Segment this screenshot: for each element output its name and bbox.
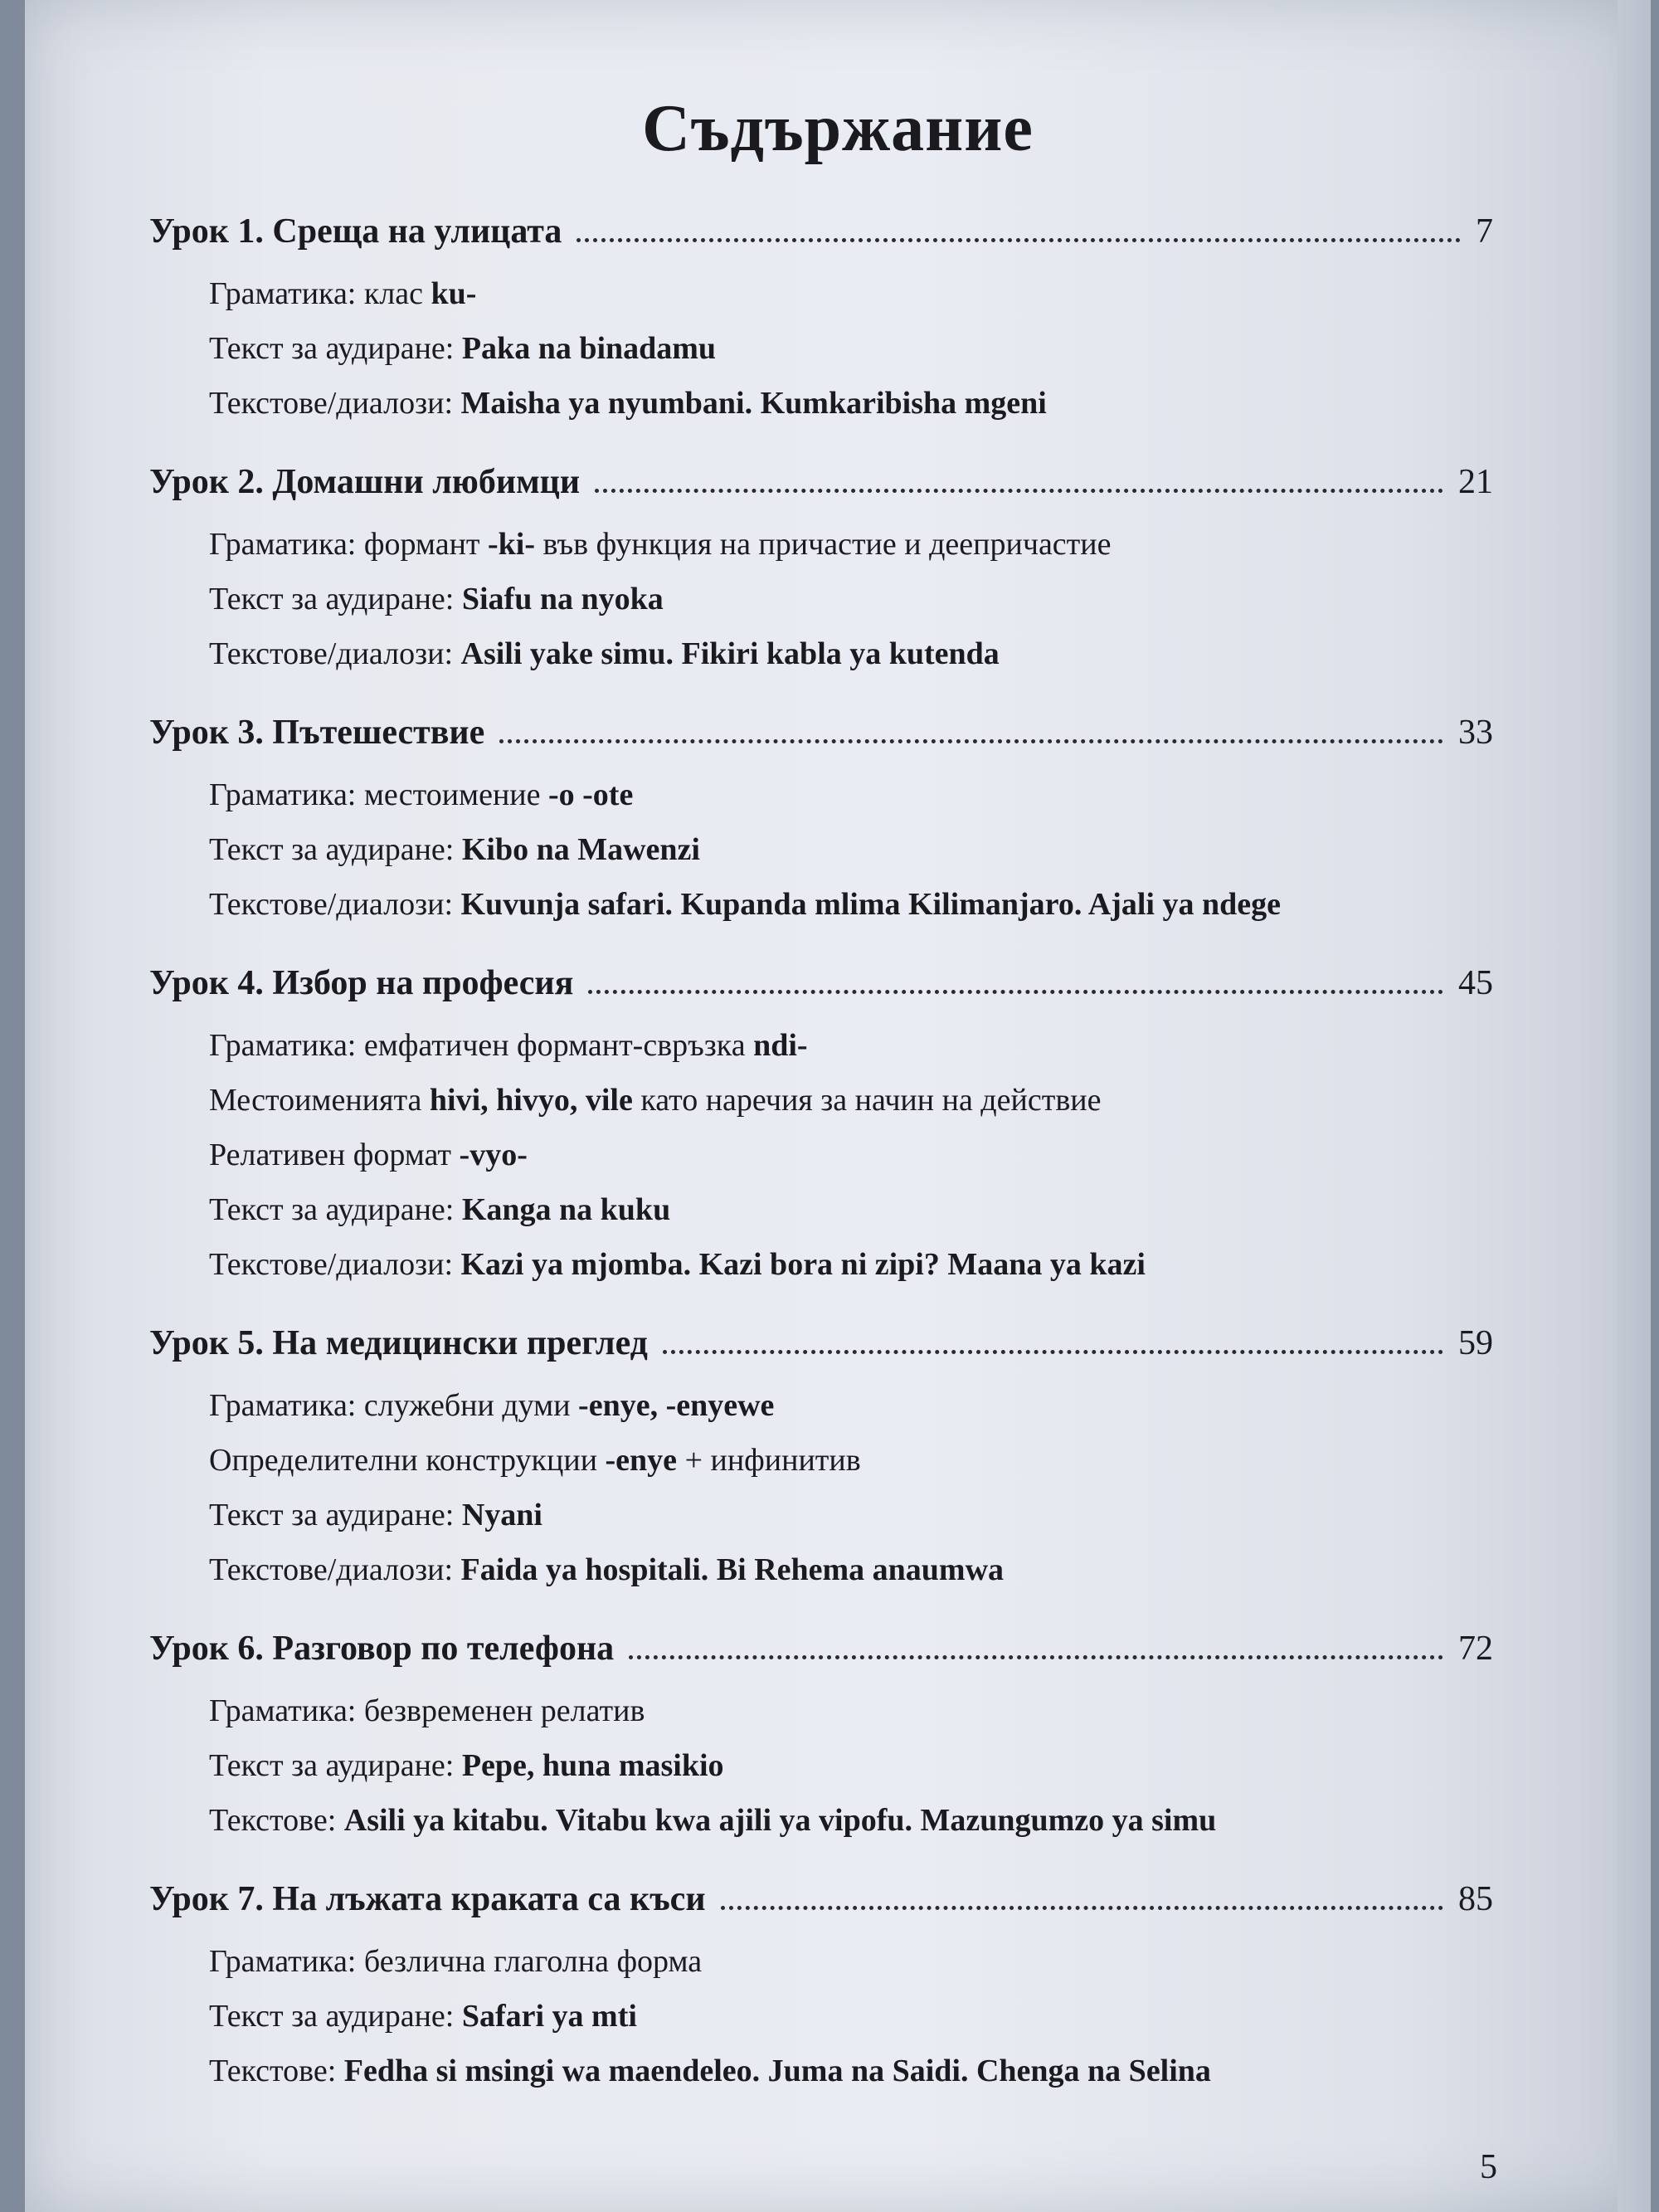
lesson-title: Урок 6. Разговор по телефона <box>149 1630 615 1668</box>
lesson-page-number: 33 <box>1458 714 1493 752</box>
dot-leader <box>663 1350 1443 1354</box>
toc-lesson <box>149 1879 1493 2098</box>
toc-subitem: Граматика: местоимение -o -ote <box>209 777 634 812</box>
toc-subitem: Текстове/диалози: Maisha ya nyumbani. Kumkaribisha mgeni <box>209 386 1047 421</box>
dot-leader <box>577 238 1461 242</box>
toc-subitem: Местоименията hivi, hivyo, vile като наречия за начин на действие <box>209 1083 1102 1118</box>
toc-subitem: Граматика: клас ku- <box>209 276 477 311</box>
lesson-title: Урок 2. Домашни любимци <box>149 463 581 501</box>
lesson-title: Урок 4. Избор на професия <box>149 964 574 1002</box>
dot-leader <box>588 990 1443 994</box>
dot-leader <box>721 1906 1443 1910</box>
lesson-page-number: 72 <box>1458 1630 1493 1668</box>
toc-lesson <box>149 1323 1493 1597</box>
toc-subitem: Текстове: Asili ya kitabu. Vitabu kwa ajili ya vipofu. Mazungumzo ya simu <box>209 1803 1217 1838</box>
toc-subitem: Текстове/диалози: Faida ya hospitali. Bi Rehema anaumwa <box>209 1552 1005 1587</box>
toc-lesson <box>149 1629 1493 1848</box>
toc-lesson-heading <box>149 713 1493 767</box>
toc-subitem: Текст за аудиране: Pepe, huna masikio <box>209 1748 724 1783</box>
toc-subitem: Граматика: служебни думи -enye, -enyewe <box>209 1388 775 1423</box>
lesson-title: Урок 1. Среща на улицата <box>149 212 562 251</box>
lesson-title: Урок 7. На лъжата краката са къси <box>149 1880 706 1918</box>
page-edge <box>1618 0 1651 2212</box>
toc-subitem: Граматика: формант -ki- във функция на причастие и деепричастие <box>209 527 1112 562</box>
toc-subitem: Текстове/диалози: Kazi ya mjomba. Kazi bora ni zipi? Maana ya kazi <box>209 1247 1146 1282</box>
toc-lesson <box>149 462 1493 681</box>
toc-subitem: Текст за аудиране: Safari ya mti <box>209 1999 637 2034</box>
toc-subitem: Граматика: емфатичен формант-свръзка ndi- <box>209 1028 808 1063</box>
dot-leader <box>629 1655 1443 1659</box>
dot-leader <box>499 739 1443 743</box>
toc-subitem: Текстове/диалози: Asili yake simu. Fikiri kabla ya kutenda <box>209 636 1000 671</box>
toc-subitem: Текст за аудиране: Paka na binadamu <box>209 331 717 366</box>
dot-leader <box>595 489 1443 493</box>
toc-subitem: Текст за аудиране: Kanga na kuku <box>209 1192 671 1227</box>
toc-lesson-heading <box>149 212 1493 266</box>
table-of-contents <box>149 212 1493 2130</box>
book-page <box>25 0 1651 2212</box>
toc-subitem: Текст за аудиране: Nyani <box>209 1498 542 1532</box>
lesson-page-number: 85 <box>1458 1880 1493 1918</box>
toc-lesson <box>149 212 1493 431</box>
toc-subitem: Определителни конструкции -enye + инфинитив <box>209 1443 861 1478</box>
toc-lesson <box>149 963 1493 1292</box>
lesson-page-number: 45 <box>1458 964 1493 1002</box>
lesson-title: Урок 5. На медицински преглед <box>149 1324 648 1362</box>
toc-lesson-heading <box>149 1879 1493 1934</box>
toc-subitem: Релативен формат -vyo- <box>209 1138 528 1172</box>
lesson-page-number: 7 <box>1476 212 1493 251</box>
toc-subitem: Текстове: Fedha si msingi wa maendeleo. Juma na Saidi. Chenga na Selina <box>209 2054 1211 2088</box>
toc-lesson <box>149 713 1493 932</box>
toc-lesson-heading <box>149 963 1493 1018</box>
lesson-title: Урок 3. Пътешествие <box>149 714 485 752</box>
lesson-page-number: 21 <box>1458 463 1493 501</box>
toc-subitem: Граматика: безлична глаголна форма <box>209 1944 703 1979</box>
toc-subitem: Текстове/диалози: Kuvunja safari. Kupanda mlima Kilimanjaro. Ajali ya ndege <box>209 887 1281 922</box>
toc-subitem: Граматика: безвременен релатив <box>209 1693 645 1728</box>
toc-lesson-heading <box>149 462 1493 517</box>
toc-subitem: Текст за аудиране: Kibo na Mawenzi <box>209 832 700 867</box>
toc-subitem: Текст за аудиране: Siafu na nyoka <box>209 582 664 616</box>
toc-lesson-heading <box>149 1323 1493 1378</box>
toc-lesson-heading <box>149 1629 1493 1683</box>
page-title: Съдържание <box>642 92 1034 165</box>
page-number: 5 <box>1480 2148 1497 2186</box>
lesson-page-number: 59 <box>1458 1324 1493 1362</box>
